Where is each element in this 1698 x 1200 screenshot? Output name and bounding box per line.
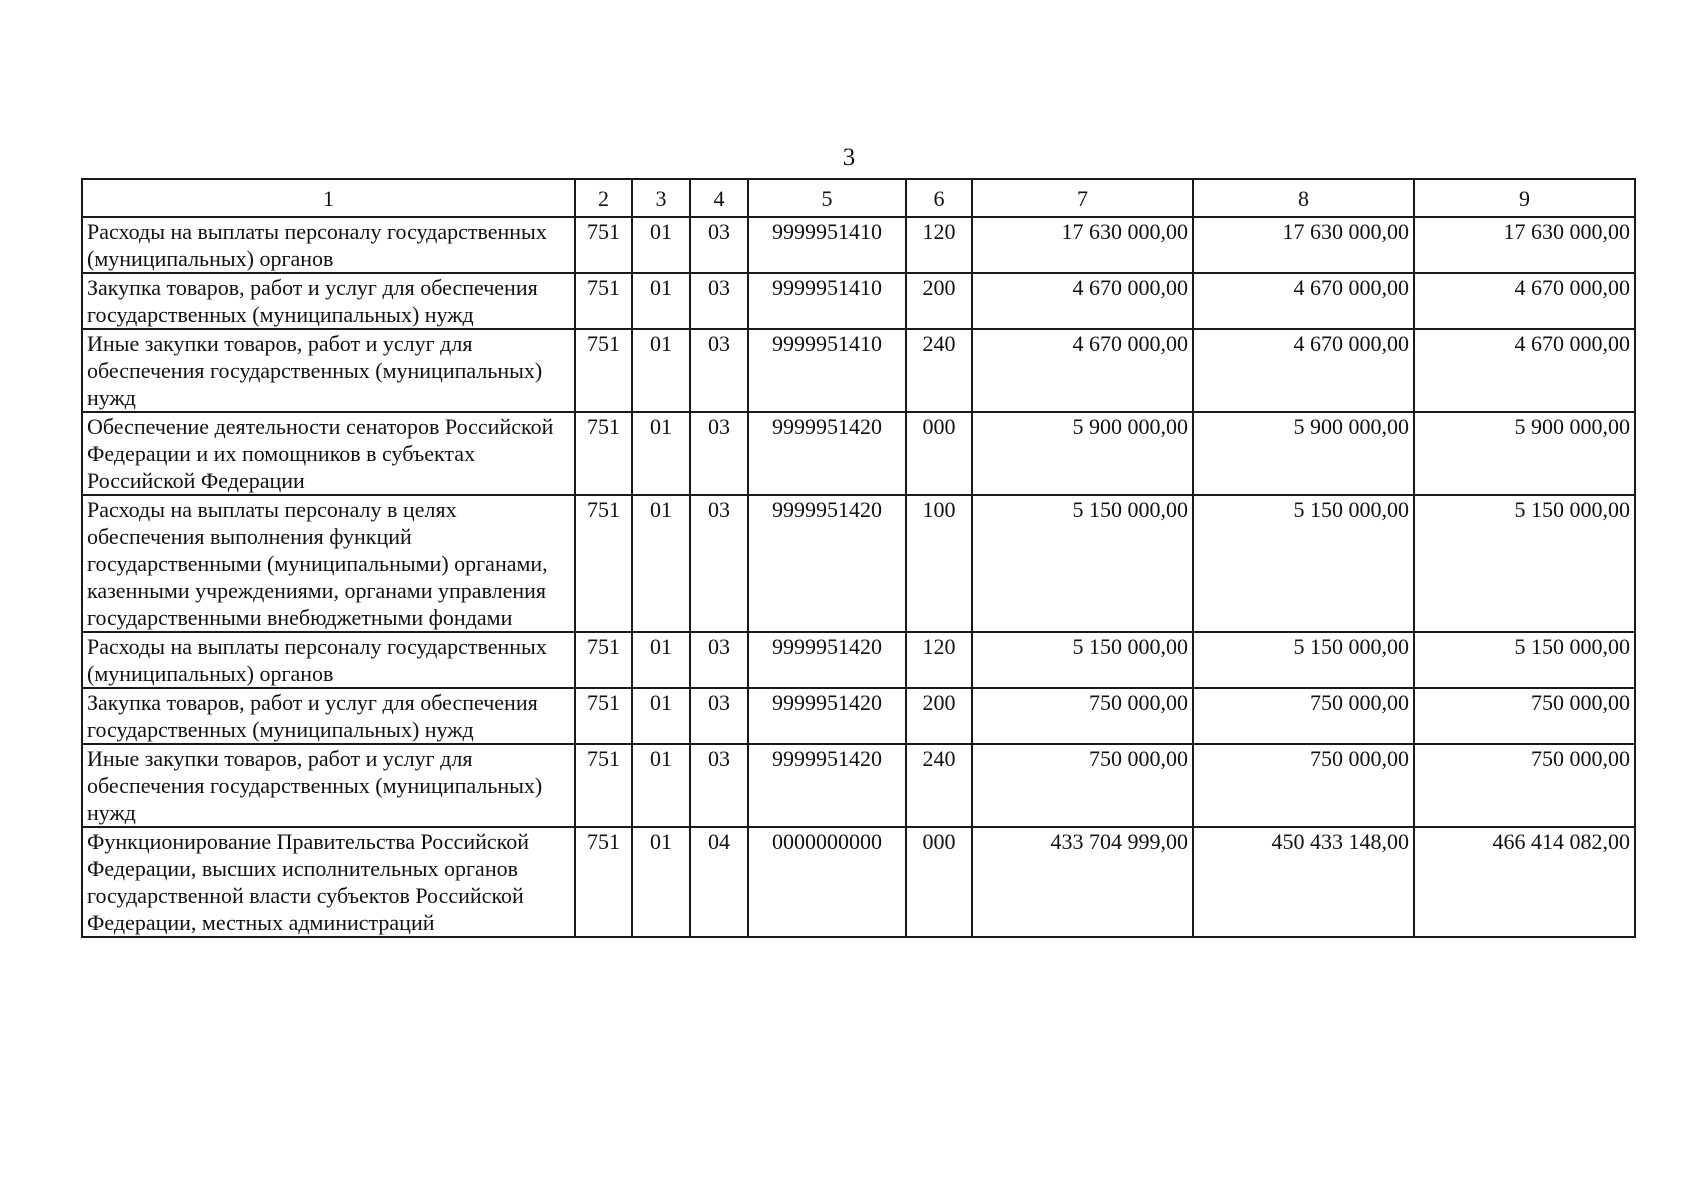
amount-col-9-cell: 750 000,00 [1414,744,1635,827]
expense-name-cell: Закупка товаров, работ и услуг для обеспечения государственных (муниципальных) нужд [82,273,575,329]
subsection-code-cell: 03 [690,217,748,273]
subsection-code-cell: 03 [690,495,748,632]
header-col-2: 2 [575,179,632,217]
amount-col-7-cell: 5 900 000,00 [972,412,1193,495]
expense-type-cell: 120 [906,217,972,273]
expense-name-cell: Закупка товаров, работ и услуг для обеспечения государственных (муниципальных) нужд [82,688,575,744]
admin-code-cell: 751 [575,688,632,744]
amount-col-7-cell: 750 000,00 [972,744,1193,827]
admin-code-cell: 751 [575,632,632,688]
table-row [82,632,1635,688]
amount-col-8-cell: 17 630 000,00 [1193,217,1414,273]
amount-col-9-cell: 17 630 000,00 [1414,217,1635,273]
amount-col-8-cell: 5 150 000,00 [1193,495,1414,632]
section-code-cell: 01 [632,412,690,495]
header-col-3: 3 [632,179,690,217]
expense-name-cell: Обеспечение деятельности сенаторов Российской Федерации и их помощников в субъектах Российской Федерации [82,412,575,495]
subsection-code-cell: 03 [690,273,748,329]
target-article-cell: 0000000000 [748,827,906,937]
target-article-cell: 9999951420 [748,632,906,688]
admin-code-cell: 751 [575,217,632,273]
amount-col-7-cell: 17 630 000,00 [972,217,1193,273]
section-code-cell: 01 [632,217,690,273]
budget-table [81,178,1636,938]
table-row [82,495,1635,632]
section-code-cell: 01 [632,329,690,412]
header-col-1: 1 [82,179,575,217]
amount-col-7-cell: 4 670 000,00 [972,273,1193,329]
header-col-6: 6 [906,179,972,217]
expense-type-cell: 200 [906,273,972,329]
header-row [82,179,1635,217]
header-col-5: 5 [748,179,906,217]
expense-type-cell: 100 [906,495,972,632]
table-row [82,744,1635,827]
amount-col-7-cell: 433 704 999,00 [972,827,1193,937]
target-article-cell: 9999951420 [748,688,906,744]
section-code-cell: 01 [632,273,690,329]
expense-name-cell: Иные закупки товаров, работ и услуг для обеспечения государственных (муниципальных) нужд [82,744,575,827]
expense-type-cell: 240 [906,329,972,412]
target-article-cell: 9999951420 [748,744,906,827]
header-col-8: 8 [1193,179,1414,217]
table-row [82,217,1635,273]
expense-type-cell: 200 [906,688,972,744]
table-row [82,273,1635,329]
section-code-cell: 01 [632,632,690,688]
subsection-code-cell: 03 [690,744,748,827]
admin-code-cell: 751 [575,744,632,827]
amount-col-9-cell: 466 414 082,00 [1414,827,1635,937]
expense-type-cell: 120 [906,632,972,688]
amount-col-9-cell: 4 670 000,00 [1414,273,1635,329]
amount-col-7-cell: 5 150 000,00 [972,632,1193,688]
amount-col-7-cell: 5 150 000,00 [972,495,1193,632]
target-article-cell: 9999951410 [748,329,906,412]
target-article-cell: 9999951410 [748,273,906,329]
header-col-4: 4 [690,179,748,217]
table-header [82,179,1635,217]
section-code-cell: 01 [632,827,690,937]
expense-name-cell: Функционирование Правительства Российской Федерации, высших исполнительных органов государственной власти субъектов Российской Федерации, местных администраций [82,827,575,937]
header-col-9: 9 [1414,179,1635,217]
table-row [82,329,1635,412]
amount-col-8-cell: 450 433 148,00 [1193,827,1414,937]
expense-name-cell: Расходы на выплаты персоналу государственных (муниципальных) органов [82,632,575,688]
section-code-cell: 01 [632,744,690,827]
subsection-code-cell: 04 [690,827,748,937]
subsection-code-cell: 03 [690,688,748,744]
page-number: 3 [842,144,856,171]
expense-name-cell: Расходы на выплаты персоналу в целях обеспечения выполнения функций государственными (муниципальными) органами, казенными учреждениями, органами управления государственными внебюджетными фондами [82,495,575,632]
admin-code-cell: 751 [575,495,632,632]
amount-col-9-cell: 5 150 000,00 [1414,632,1635,688]
table-body [82,217,1635,937]
subsection-code-cell: 03 [690,329,748,412]
header-col-7: 7 [972,179,1193,217]
expense-type-cell: 240 [906,744,972,827]
amount-col-7-cell: 4 670 000,00 [972,329,1193,412]
amount-col-8-cell: 5 150 000,00 [1193,632,1414,688]
amount-col-9-cell: 5 150 000,00 [1414,495,1635,632]
expense-type-cell: 000 [906,412,972,495]
amount-col-8-cell: 4 670 000,00 [1193,329,1414,412]
amount-col-8-cell: 750 000,00 [1193,688,1414,744]
amount-col-8-cell: 4 670 000,00 [1193,273,1414,329]
section-code-cell: 01 [632,688,690,744]
admin-code-cell: 751 [575,329,632,412]
table-row [82,827,1635,937]
subsection-code-cell: 03 [690,412,748,495]
expense-name-cell: Расходы на выплаты персоналу государственных (муниципальных) органов [82,217,575,273]
subsection-code-cell: 03 [690,632,748,688]
amount-col-9-cell: 5 900 000,00 [1414,412,1635,495]
amount-col-9-cell: 750 000,00 [1414,688,1635,744]
target-article-cell: 9999951420 [748,412,906,495]
amount-col-8-cell: 750 000,00 [1193,744,1414,827]
admin-code-cell: 751 [575,827,632,937]
expense-name-cell: Иные закупки товаров, работ и услуг для обеспечения государственных (муниципальных) нужд [82,329,575,412]
table-row [82,412,1635,495]
expense-type-cell: 000 [906,827,972,937]
amount-col-9-cell: 4 670 000,00 [1414,329,1635,412]
target-article-cell: 9999951410 [748,217,906,273]
table-row [82,688,1635,744]
section-code-cell: 01 [632,495,690,632]
admin-code-cell: 751 [575,273,632,329]
amount-col-8-cell: 5 900 000,00 [1193,412,1414,495]
target-article-cell: 9999951420 [748,495,906,632]
admin-code-cell: 751 [575,412,632,495]
amount-col-7-cell: 750 000,00 [972,688,1193,744]
